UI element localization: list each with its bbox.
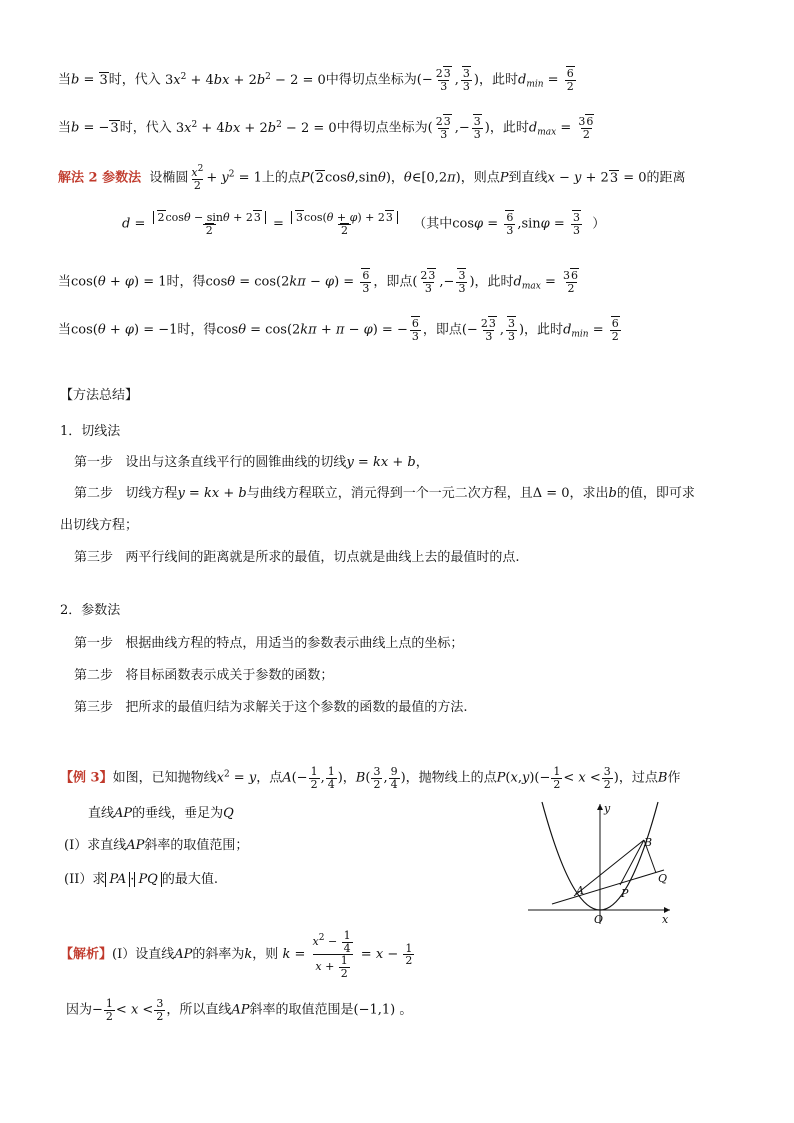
method2-intro: 解法 2 参数法 设椭圆 $\frac{x^2}{2}$ + $y^2 = 1$上的点P(2cosθ,sinθ)，θ∈[0,2π)，则点P到直线x − y + 23 = 0的距离 (58, 164, 686, 192)
summary-heading: 【方法总结】 (60, 388, 139, 403)
y-axis-arrow (597, 804, 603, 810)
solution-line1: 【解析】(Ⅰ）设直线AP的斜率为k，则 k = $x^2$ − $\frac{1}{4}$ x + $\frac{1}{2}$ = x − $\frac{1}{2}$ (60, 929, 413, 980)
example3-q2: (II）求 PA · PQ 的最大值. (64, 872, 218, 887)
label-b: B (644, 836, 653, 849)
example3-cont: 直线AP的垂线，垂足为Q (88, 806, 234, 821)
summary-s2-title: 2．参数法 (60, 603, 121, 618)
summary-s1-step1: 第一步 设出与这条直线平行的圆锥曲线的切线y = kx + b， (74, 455, 429, 470)
line-b-neg-sqrt3: 当b = −3时，代入 $3x^2 + 4bx + 2b^2 - 2 = 0$中得切点坐标为( $\frac{23}{3}$ ,− $\frac{3}{3}$ )，此时$d_{max}$ = $\frac{36}{2}$ (58, 115, 594, 141)
line-b-sqrt3: 当b = 3时，代入 $3x^2 + 4bx + 2b^2 - 2 = 0$中得切点坐标为(− $\frac{23}{3}$ , $\frac{3}{3}$ )，此时$d_{min}$ = $\frac{6}{2}$ (58, 67, 574, 93)
summary-s2-step1: 第一步 根据曲线方程的特点，用适当的参数表示曲线上点的坐标； (74, 636, 464, 651)
method2-case-plus: 当cos(θ + φ) = 1时，得cosθ = cos(2kπ − φ) = $\frac{6}{3}$ ，即点( $\frac{23}{3}$ ,− $\frac{3}{3}$ )，此时$d_{max}$ = $\frac{36}{2}$ (58, 269, 579, 295)
solution-line2: 因为− $\frac{1}{2}$ < x < $\frac{3}{2}$ ，所以直线AP斜率的取值范围是(−1,1) 。 (66, 997, 413, 1023)
method2-title: 解法 2 参数法 (58, 170, 142, 186)
summary-s1-title: 1．切线法 (60, 424, 121, 439)
label-y: y (604, 802, 611, 815)
line-ap (552, 870, 664, 904)
method2-case-minus: 当cos(θ + φ) = −1时，得cosθ = cos(2kπ + π − φ) = − $\frac{6}{3}$ ，即点(− $\frac{23}{3}$ , $\frac{3}{3}$ )，此时$d_{min}$ = $\frac{6}{2}$ (58, 317, 619, 343)
solution-tag: 【解析】 (60, 947, 113, 963)
summary-s2-step3: 第三步 把所求的最值归结为求解关于这个参数的函数的最值的方法. (74, 700, 468, 715)
distance-formula: d = $\frac{2\cos\theta - \sin\theta + 23}{2}$ = $\frac{3\cos(\theta + \varphi) + 23}{2}$ （其中cosφ = $\frac{6}{3}$ ,sinφ = $\frac{3}{3}$ ） (122, 211, 606, 237)
summary-s1-step2-cont: 出切线方程； (60, 518, 139, 533)
label-a: A (576, 884, 584, 897)
label-q: Q (658, 872, 668, 885)
example3-statement: 【例 3】如图，已知抛物线$x^2 = y$，点A(− $\frac{1}{2}$ , $\frac{1}{4}$ )，B( $\frac{3}{2}$ , $\frac{9}{4}$ )，抛物线上的点P(x,y)(− $\frac{1}{2}$ < x < $\frac{3}{2}$ )，过点B作 (60, 765, 681, 791)
line-ab (574, 840, 644, 896)
label-p: P (621, 887, 629, 900)
parabola-figure (524, 800, 674, 926)
summary-s1-step2: 第二步 切线方程y = kx + b与曲线方程联立，消元得到一个一元二次方程，且Δ = 0，求出b的值，即可求 (74, 486, 695, 501)
example3-tag: 【例 3】 (60, 770, 113, 786)
summary-s2-step2: 第二步 将目标函数表示成关于参数的函数； (74, 668, 334, 683)
label-x: x (662, 913, 669, 926)
summary-s1-step3: 第三步 两平行线间的距离就是所求的最值，切点就是曲线上去的最值时的点. (74, 550, 520, 565)
example3-q1: (I）求直线AP斜率的取值范围； (64, 838, 249, 853)
label-o: O (594, 913, 604, 926)
